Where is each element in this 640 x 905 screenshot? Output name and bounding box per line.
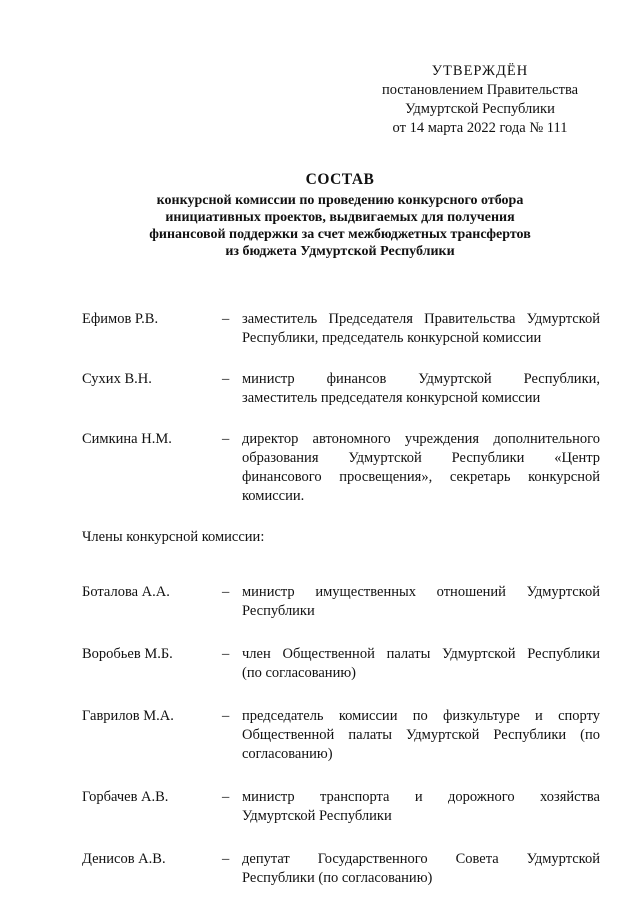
entry-name: Денисов А.В. [82,851,166,867]
entry-dash: – [222,431,230,447]
entry-name: Гаврилов М.А. [82,708,174,724]
members-caption: Члены конкурсной комиссии: [82,529,265,545]
role-line: директор автономного учреждения дополнительного [242,431,600,447]
role-line: заместитель Председателя Правительства Удмуртской [242,311,600,327]
entry-role [242,707,600,764]
role-line: министр финансов Удмуртской Республики, [242,371,600,387]
entry-name: Ефимов Р.В. [82,311,159,327]
entry-role [242,370,600,408]
role-line: (по согласованию) [242,665,356,681]
document-heading [120,170,560,260]
entry-member-4 [82,788,600,826]
entry-name: Боталова А.А. [82,584,170,600]
role-line: образования Удмуртской Республики «Центр [242,450,600,466]
entry-role [242,430,600,506]
role-line: финансового просвещения», секретарь конкурсной [242,469,600,485]
document-title: СОСТАВ [305,171,375,188]
entry-leader-3 [82,430,600,506]
role-line: Республики [242,603,315,619]
entry-dash: – [222,584,230,600]
entry-dash: – [222,371,230,387]
commission-list [82,310,600,888]
entry-name: Воробьев М.Б. [82,646,173,662]
entry-name: Горбачев А.В. [82,789,169,805]
role-line: согласованию) [242,746,333,762]
role-line: председатель комиссии по физкультуре и спорту [242,708,600,724]
role-line: комиссии. [242,488,305,504]
entry-name: Сухих В.Н. [82,371,152,387]
role-line: министр транспорта и дорожного хозяйства [242,789,600,805]
heading-line-2: инициативных проектов, выдвигаемых для получения [165,210,515,225]
role-line: министр имущественных отношений Удмуртской [242,584,600,600]
entry-dash: – [222,789,230,805]
entry-dash: – [222,311,230,327]
heading-line-3: финансовой поддержки за счет межбюджетных трансфертов [149,227,531,242]
approval-line-1: постановлением Правительства [381,82,579,98]
approval-title: УТВЕРЖДЁН [431,63,529,79]
entry-dash: – [222,851,230,867]
entry-role [242,310,600,348]
role-line: Республики (по согласованию) [242,870,433,886]
role-line: Республики, председатель конкурсной комиссии [242,330,542,346]
role-line: Общественной палаты Удмуртской Республики (по [242,727,600,743]
entry-dash: – [222,646,230,662]
entry-member-1 [82,583,600,621]
approval-line-3: от 14 марта 2022 года № 111 [392,120,568,136]
entry-member-5 [82,850,600,888]
role-line: Удмуртской Республики [242,808,392,824]
heading-line-1: конкурсной комиссии по проведению конкурсного отбора [156,193,524,208]
entry-role [242,788,600,826]
role-line: заместитель председателя конкурсной комиссии [242,390,541,406]
entry-name: Симкина Н.М. [82,431,172,447]
entry-role [242,645,600,683]
entry-dash: – [222,708,230,724]
role-line: депутат Государственного Совета Удмуртской [242,851,600,867]
entry-member-2 [82,645,600,683]
approval-line-2: Удмуртской Республики [405,101,555,117]
role-line: член Общественной палаты Удмуртской Республики [242,646,600,662]
entry-role [242,583,600,621]
approval-stamp [360,62,600,138]
heading-line-4: из бюджета Удмуртской Республики [225,244,455,259]
entry-leader-2 [82,370,600,408]
entry-member-3 [82,707,600,764]
entry-leader-1 [82,310,600,348]
entry-role [242,850,600,888]
